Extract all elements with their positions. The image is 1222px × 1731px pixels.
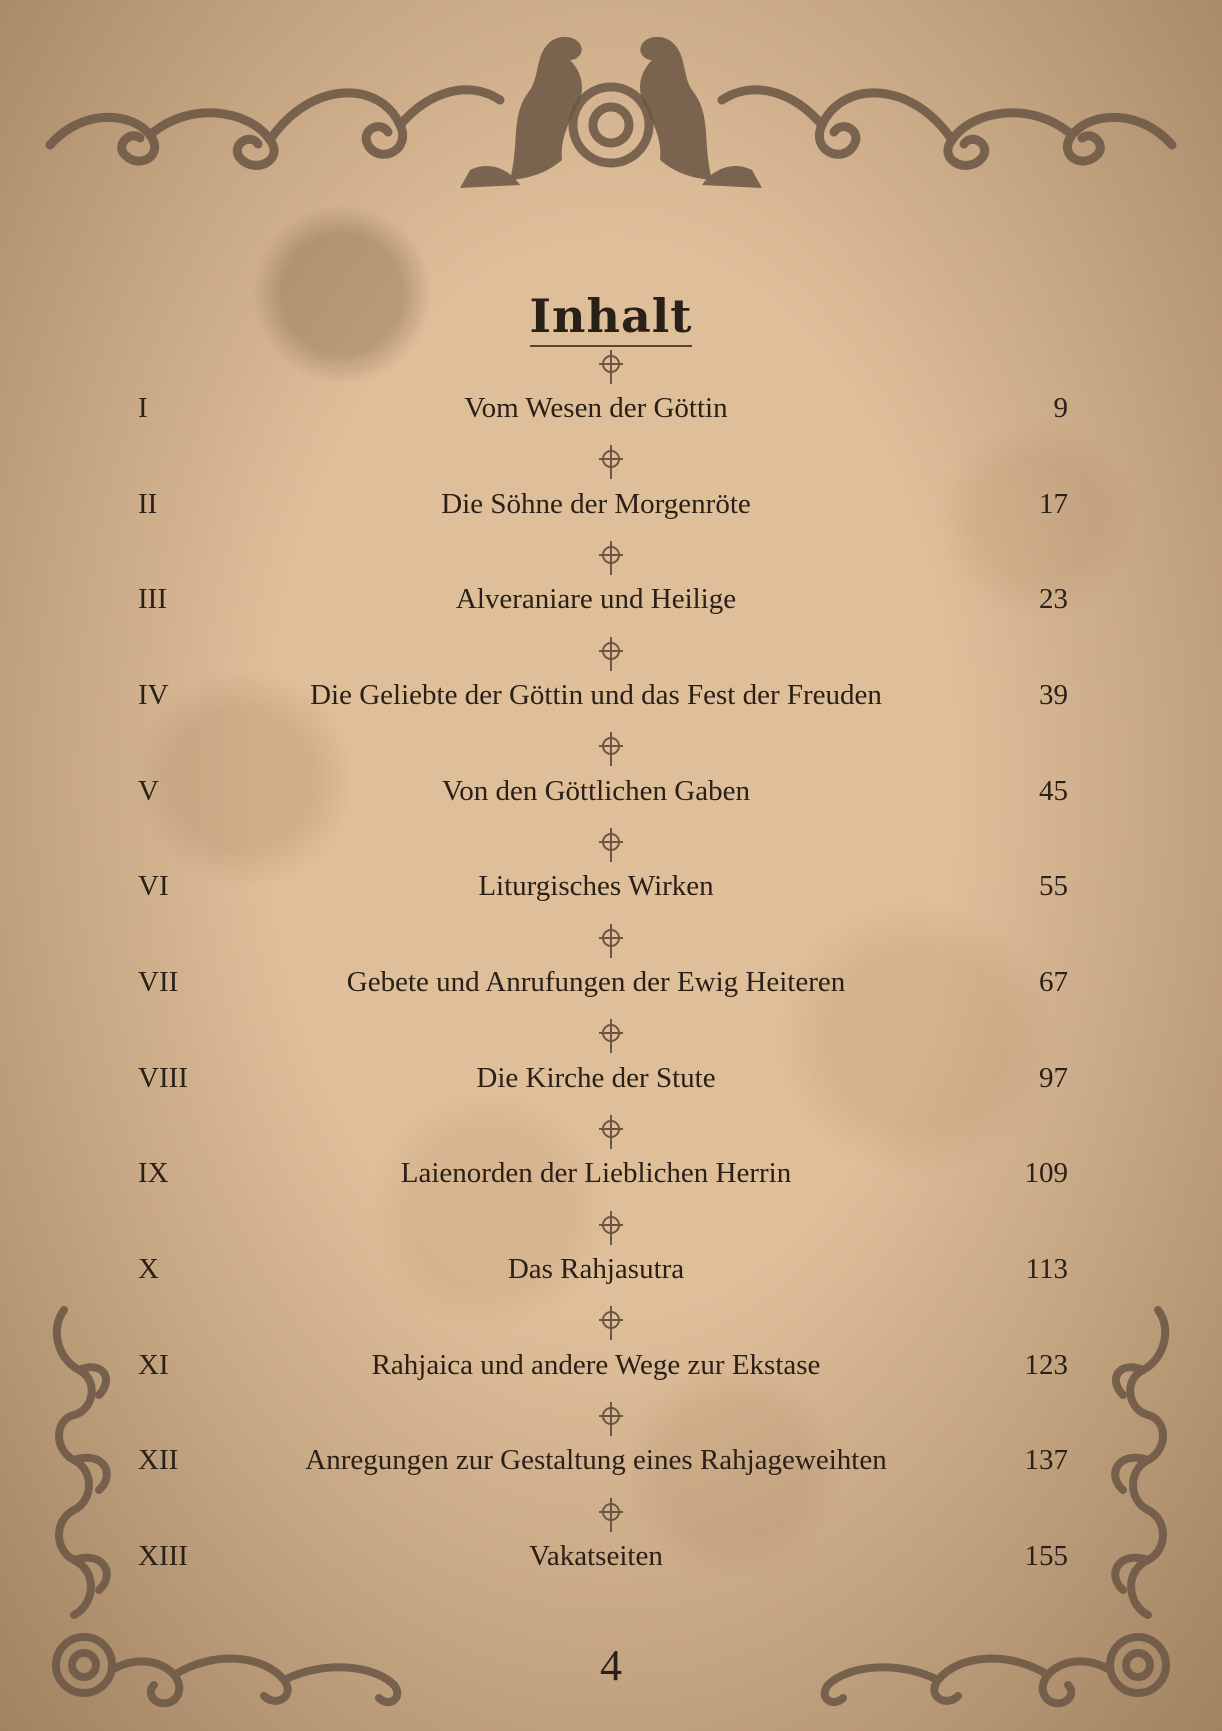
divider-ornament-icon — [596, 1015, 626, 1055]
chapter-page: 55 — [1039, 870, 1068, 902]
chapter-title: Von den Göttlichen Gaben — [442, 775, 750, 807]
toc-entry[interactable] — [0, 388, 1222, 428]
chapter-page: 97 — [1039, 1062, 1068, 1094]
chapter-numeral: XII — [138, 1444, 179, 1476]
chapter-title: Die Kirche der Stute — [476, 1062, 716, 1094]
divider-ornament-icon — [596, 1398, 626, 1438]
chapter-page: 23 — [1039, 583, 1068, 615]
chapter-numeral: IX — [138, 1157, 169, 1189]
toc-entry[interactable] — [0, 675, 1222, 715]
chapter-title: Anregungen zur Gestaltung eines Rahjageweihten — [305, 1444, 887, 1476]
toc-entry[interactable] — [0, 1440, 1222, 1480]
toc-entry[interactable] — [0, 771, 1222, 811]
page-title: Inhalt — [0, 289, 1222, 343]
toc-entry[interactable] — [0, 962, 1222, 1002]
divider-ornament-icon — [596, 633, 626, 673]
divider-ornament-icon — [596, 537, 626, 577]
chapter-numeral: II — [138, 488, 158, 520]
chapter-page: 155 — [1024, 1540, 1068, 1572]
toc-entry[interactable] — [0, 866, 1222, 906]
chapter-title: Die Söhne der Morgenröte — [441, 488, 751, 520]
divider-ornament-icon — [596, 1302, 626, 1342]
chapter-numeral: XI — [138, 1349, 169, 1381]
chapter-numeral: X — [138, 1253, 159, 1285]
chapter-numeral: VI — [138, 870, 169, 902]
toc-entry[interactable] — [0, 1058, 1222, 1098]
chapter-title: Vom Wesen der Göttin — [464, 392, 728, 424]
divider-ornament-icon — [596, 346, 626, 386]
toc-entry[interactable] — [0, 484, 1222, 524]
chapter-title: Gebete und Anrufungen der Ewig Heiteren — [346, 966, 846, 998]
chapter-title: Laienorden der Lieblichen Herrin — [400, 1157, 792, 1189]
chapter-title: Rahjaica und andere Wege zur Ekstase — [371, 1349, 821, 1381]
chapter-numeral: XIII — [138, 1540, 188, 1572]
chapter-page: 137 — [1024, 1444, 1068, 1476]
chapter-page: 123 — [1024, 1349, 1068, 1381]
chapter-page: 9 — [1053, 392, 1068, 424]
chapter-page: 45 — [1039, 775, 1068, 807]
divider-ornament-icon — [596, 441, 626, 481]
chapter-numeral: VIII — [138, 1062, 188, 1094]
chapter-numeral: I — [138, 392, 148, 424]
chapter-numeral: V — [138, 775, 159, 807]
chapter-title: Das Rahjasutra — [507, 1253, 685, 1285]
chapter-page: 17 — [1039, 488, 1068, 520]
divider-ornament-icon — [596, 1207, 626, 1247]
divider-ornament-icon — [596, 824, 626, 864]
chapter-numeral: VII — [138, 966, 179, 998]
chapter-title: Alveraniare und Heilige — [455, 583, 737, 615]
toc-entry[interactable] — [0, 1153, 1222, 1193]
toc-entry[interactable] — [0, 1345, 1222, 1385]
toc-entry[interactable] — [0, 1536, 1222, 1576]
page-number: 4 — [600, 1641, 622, 1690]
divider-ornament-icon — [596, 728, 626, 768]
chapter-page: 39 — [1039, 679, 1068, 711]
divider-ornament-icon — [596, 1494, 626, 1534]
toc-entry[interactable] — [0, 579, 1222, 619]
chapter-title: Vakatseiten — [529, 1540, 663, 1572]
divider-ornament-icon — [596, 1111, 626, 1151]
chapter-title: Die Geliebte der Göttin und das Fest der Freuden — [310, 679, 882, 711]
chapter-title: Liturgisches Wirken — [478, 870, 714, 902]
divider-ornament-icon — [596, 920, 626, 960]
chapter-numeral: IV — [138, 679, 169, 711]
chapter-numeral: III — [138, 583, 167, 615]
chapter-page: 67 — [1039, 966, 1068, 998]
toc-entry[interactable] — [0, 1249, 1222, 1289]
chapter-page: 109 — [1024, 1157, 1068, 1189]
chapter-page: 113 — [1025, 1253, 1068, 1285]
